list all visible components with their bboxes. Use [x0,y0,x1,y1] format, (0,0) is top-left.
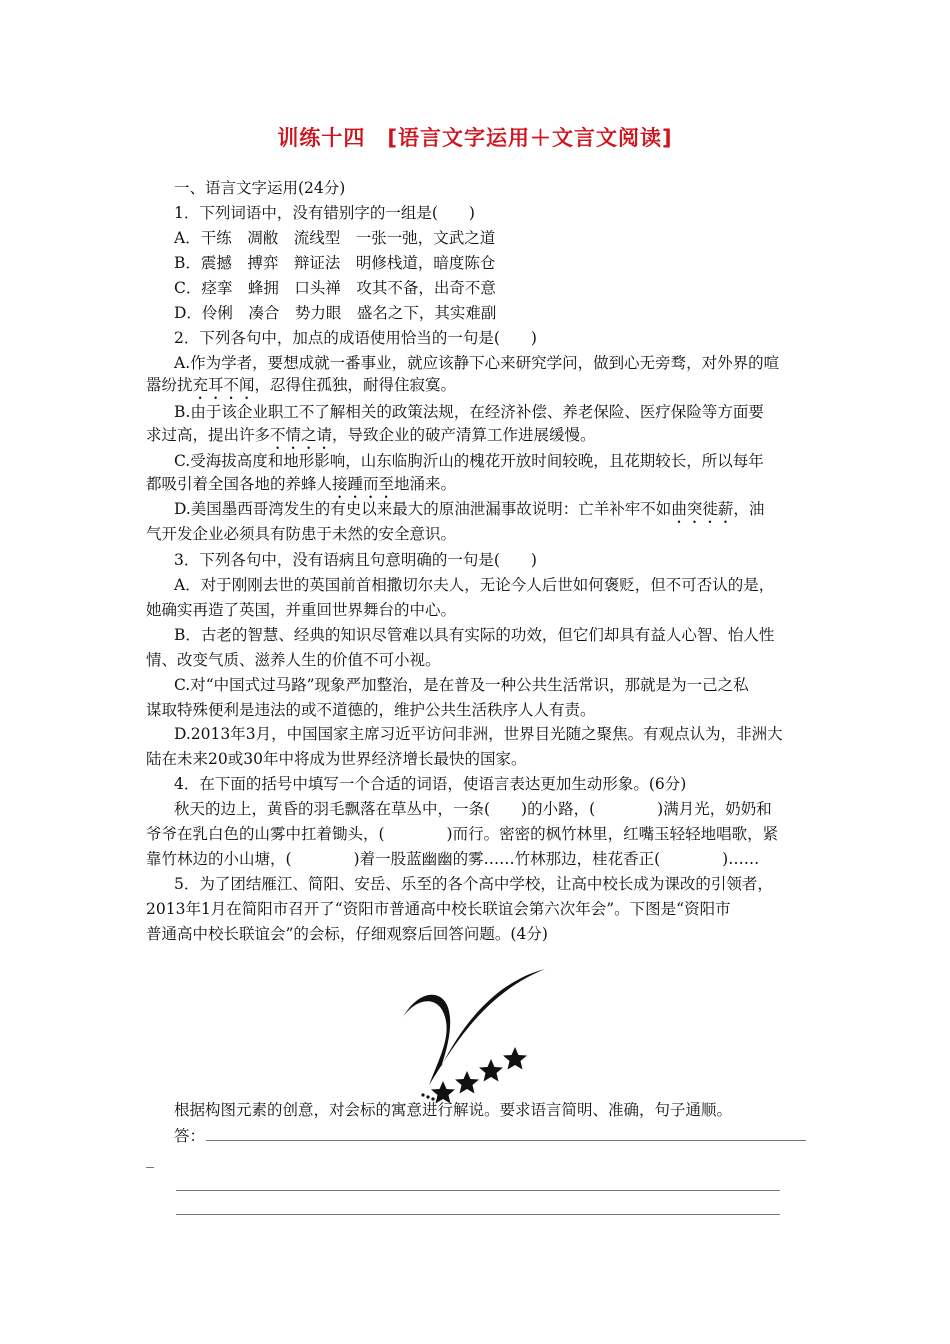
q3-option-b-line1: B．古老的智慧、经典的知识尽管难以具有实际的功效，但它们却具有益人心智、怡人性 [174,626,775,644]
q2-option-a-line2 [146,375,456,403]
q3-option-a-line1: A．对于刚刚去世的英国前首相撒切尔夫人，无论今人后世如何褒贬，但不可否认的是， [174,576,775,594]
q2-option-b-line2 [146,425,596,453]
text-span: D.美国墨西哥湾发生的有史以来最大的原油泄漏事故说明：亡羊补牢不如 [174,500,672,518]
q3-stem: 3．下列各句中，没有语病且句意明确的一句是( ) [174,551,537,569]
q1-option-b: B．震撼 搏弈 辩证法 明修栈道，暗度陈仓 [174,254,496,272]
emphasized-idiom: 不情之请 [270,426,333,444]
text-span: 地涌来。 [394,475,457,493]
q1-stem: 1．下列词语中，没有错别字的一组是( ) [174,204,475,222]
q2-option-c-line2 [146,474,456,502]
text-span: 嚣纷扰 [146,376,193,394]
emphasized-idiom: 充耳不闻 [192,376,255,394]
answer-line[interactable] [176,1214,780,1215]
text-span: ，忍得住孤独，耐得住寂寞。 [254,376,457,394]
emphasized-idiom: 曲突徙薪 [671,500,734,518]
q1-option-c: C．痉挛 蜂拥 口头禅 攻其不备，出奇不意 [174,279,496,297]
answer-line-stub [146,1167,154,1168]
emphasized-idiom: 接踵而至 [332,475,395,493]
q3-option-a-line2: 她确实再造了英国，并重回世界舞台的中心。 [146,601,457,619]
q3-option-d-line1: D.2013年3月，中国国家主席习近平访问非洲，世界目光随之聚焦。有观点认为，非洲大 [174,725,783,743]
answer-label: 答： [174,1127,206,1145]
q4-passage-line3: 靠竹林边的小山塘，( )着一股蓝幽幽的雾……竹林那边，桂花香正( )…… [146,850,760,868]
text-span: 求过高，提出许多 [146,426,271,444]
q2-option-d-line2: 气开发企业必须具有防患于未然的安全意识。 [146,525,457,543]
q2-option-a-line1: A.作为学者，要想成就一番事业，就应该静下心来研究学问，做到心无旁骛，对外界的喧 [174,354,780,372]
q2-option-d-line1 [174,499,764,527]
q2-option-c-line1: C.受海拔高度和地形影响，山东临朐沂山的槐花开放时间较晚，且花期较长，所以每年 [174,452,764,470]
q5-stem-line2: 2013年1月在简阳市召开了“资阳市普通高中校长联谊会第六次年会”。下图是“资阳市 [146,900,731,918]
q4-passage-line1: 秋天的边上，黄昏的羽毛飘落在草丛中，一条( )的小路，( )满月光，奶奶和 [174,800,772,818]
text-span: ，油 [733,500,765,518]
q4-stem: 4．在下面的括号中填写一个合适的词语，使语言表达更加生动形象。(6分) [174,775,687,793]
q1-option-a: A．干练 凋敝 流线型 一张一弛，文武之道 [174,229,496,247]
q1-option-d: D．伶俐 凑合 势力眼 盛名之下，其实难副 [174,304,497,322]
text-span: 都吸引着全国各地的养蜂人 [146,475,333,493]
page-title: 训练十四 [语言文字运用＋文言文阅读] [277,126,673,150]
text-span: ，导致企业的破产清算工作进展缓慢。 [332,426,596,444]
q5-stem-line1: 5．为了团结雁江、简阳、安岳、乐至的各个高中学校，让高中校长成为课改的引领者， [174,875,773,893]
answer-line[interactable] [176,1190,780,1191]
answer-line[interactable] [206,1140,806,1141]
q3-option-b-line2: 情、改变气质、滋养人生的价值不可小视。 [146,651,441,669]
q4-passage-line2: 爷爷在乳白色的山雾中扛着锄头，( )而行。密密的枫竹林里，红嘴玉轻轻地唱歌，紧 [146,825,779,843]
q5-stem-line3: 普通高中校长联谊会”的会标，仔细观察后回答问题。(4分) [146,925,548,943]
q5-instruction: 根据构图元素的创意，对会标的寓意进行解说。要求语言简明、准确，句子通顺。 [174,1101,733,1119]
conference-emblem-image [395,955,555,1115]
q2-option-b-line1: B.由于该企业职工不了解相关的政策法规，在经济补偿、养老保险、医疗保险等方面要 [174,403,764,421]
q3-option-c-line2: 谋取特殊便利是违法的或不道德的，维护公共生活秩序人人有责。 [146,701,596,719]
section-heading: 一、语言文字运用(24分) [174,179,346,197]
q3-option-c-line1: C.对“中国式过马路”现象严加整治，是在普及一种公共生活常识，那就是为一己之私 [174,676,749,694]
q2-stem: 2．下列各句中，加点的成语使用恰当的一句是( ) [174,329,537,347]
q3-option-d-line2: 陆在未来20或30年中将成为世界经济增长最快的国家。 [146,750,527,768]
